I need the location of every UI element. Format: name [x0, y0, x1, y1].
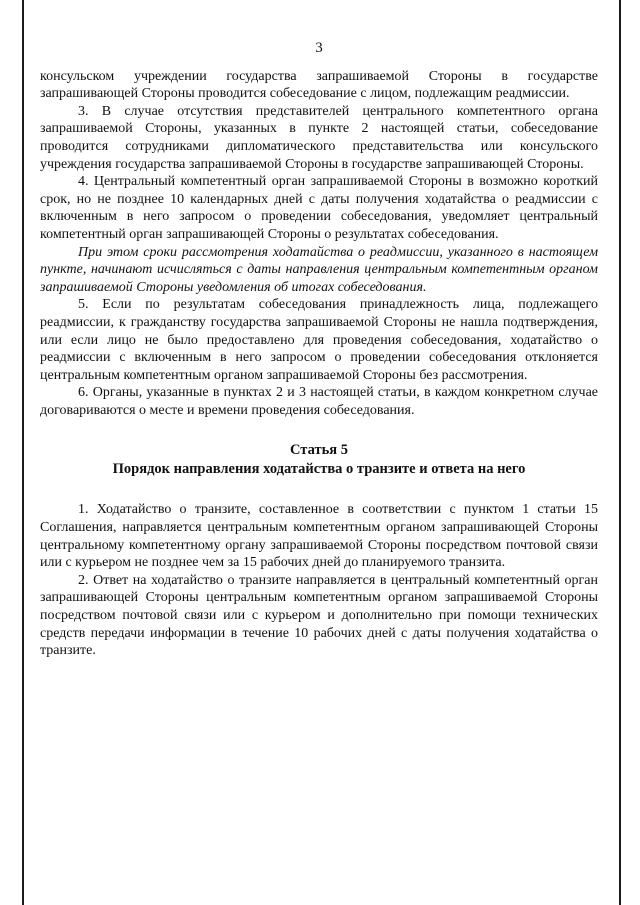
- paragraph-item-6: 6. Органы, указанные в пунктах 2 и 3 настоящей статьи, в каждом конкретном случае договариваются о месте и времени проведения собеседования.: [40, 385, 598, 418]
- left-border-line: [22, 0, 24, 905]
- paragraph-continuation: консульском учреждении государства запрашиваемой Стороны в государстве запрашивающей Стороны проводится собеседование с лицом, подлежащим реадмиссии.: [40, 68, 598, 102]
- page-number: 3: [315, 40, 323, 56]
- article-title: Статья 5: [290, 442, 348, 459]
- paragraph-transit-1: 1. Ходатайство о транзите, составленное в соответствии с пунктом 1 статьи 15 Соглашения, направляется центральным компетентным органом запрашивающей Стороны центральному компетентному органу запрашиваемой Стороны посредством почтовой связи или с курьером не позднее чем за 15 рабочих дней до планируемого транзита.: [40, 502, 598, 571]
- paragraph-item-3: 3. В случае отсутствия представителей центрального компетентного органа запрашиваемой Стороны, указанных в пункте 2 настоящей статьи, собеседование проводится сотрудниками дипломатического представительства или консульского учреждения государства запрашиваемой Стороны в государстве запрашивающей Стороны.: [40, 103, 598, 172]
- paragraph-item-4-note: При этом сроки рассмотрения ходатайства о реадмиссии, указанного в настоящем пункте, начинают исчисляться с даты направления центральным компетентным органом запрашиваемой Стороны уведомления об итогах собеседования.: [40, 244, 598, 295]
- paragraph-item-5: 5. Если по результатам собеседования принадлежность лица, подлежащего реадмиссии, к гражданству государства запрашиваемой Стороны не нашла подтверждения, или если лицо не было предоставлено для проведения собеседования, ходатайство о реадмиссии с включенным в него запросом о проведении собеседования отклоняется центральным компетентным органом запрашиваемой Стороны без рассмотрения.: [40, 297, 598, 383]
- article-subtitle: Порядок направления ходатайства о транзите и ответа на него: [112, 461, 526, 478]
- right-border-line: [619, 0, 621, 905]
- document-body: [40, 40, 598, 660]
- paragraph-transit-2: 2. Ответ на ходатайство о транзите направляется в центральный компетентный орган запрашивающей Стороны центральным компетентным органом запрашиваемой Стороны посредством почтовой связи или с курьером и дополнительно при помощи технических средств передачи информации в течение 10 рабочих дней с даты получения ходатайства о транзите.: [40, 572, 598, 659]
- paragraph-item-4: 4. Центральный компетентный орган запрашиваемой Стороны в возможно короткий срок, но не позднее 10 календарных дней с даты получения ходатайства о реадмиссии с включенным в него запросом о проведении собеседования, уведомляет центральный компетентный орган запрашивающей Стороны о результатах собеседования.: [40, 174, 598, 242]
